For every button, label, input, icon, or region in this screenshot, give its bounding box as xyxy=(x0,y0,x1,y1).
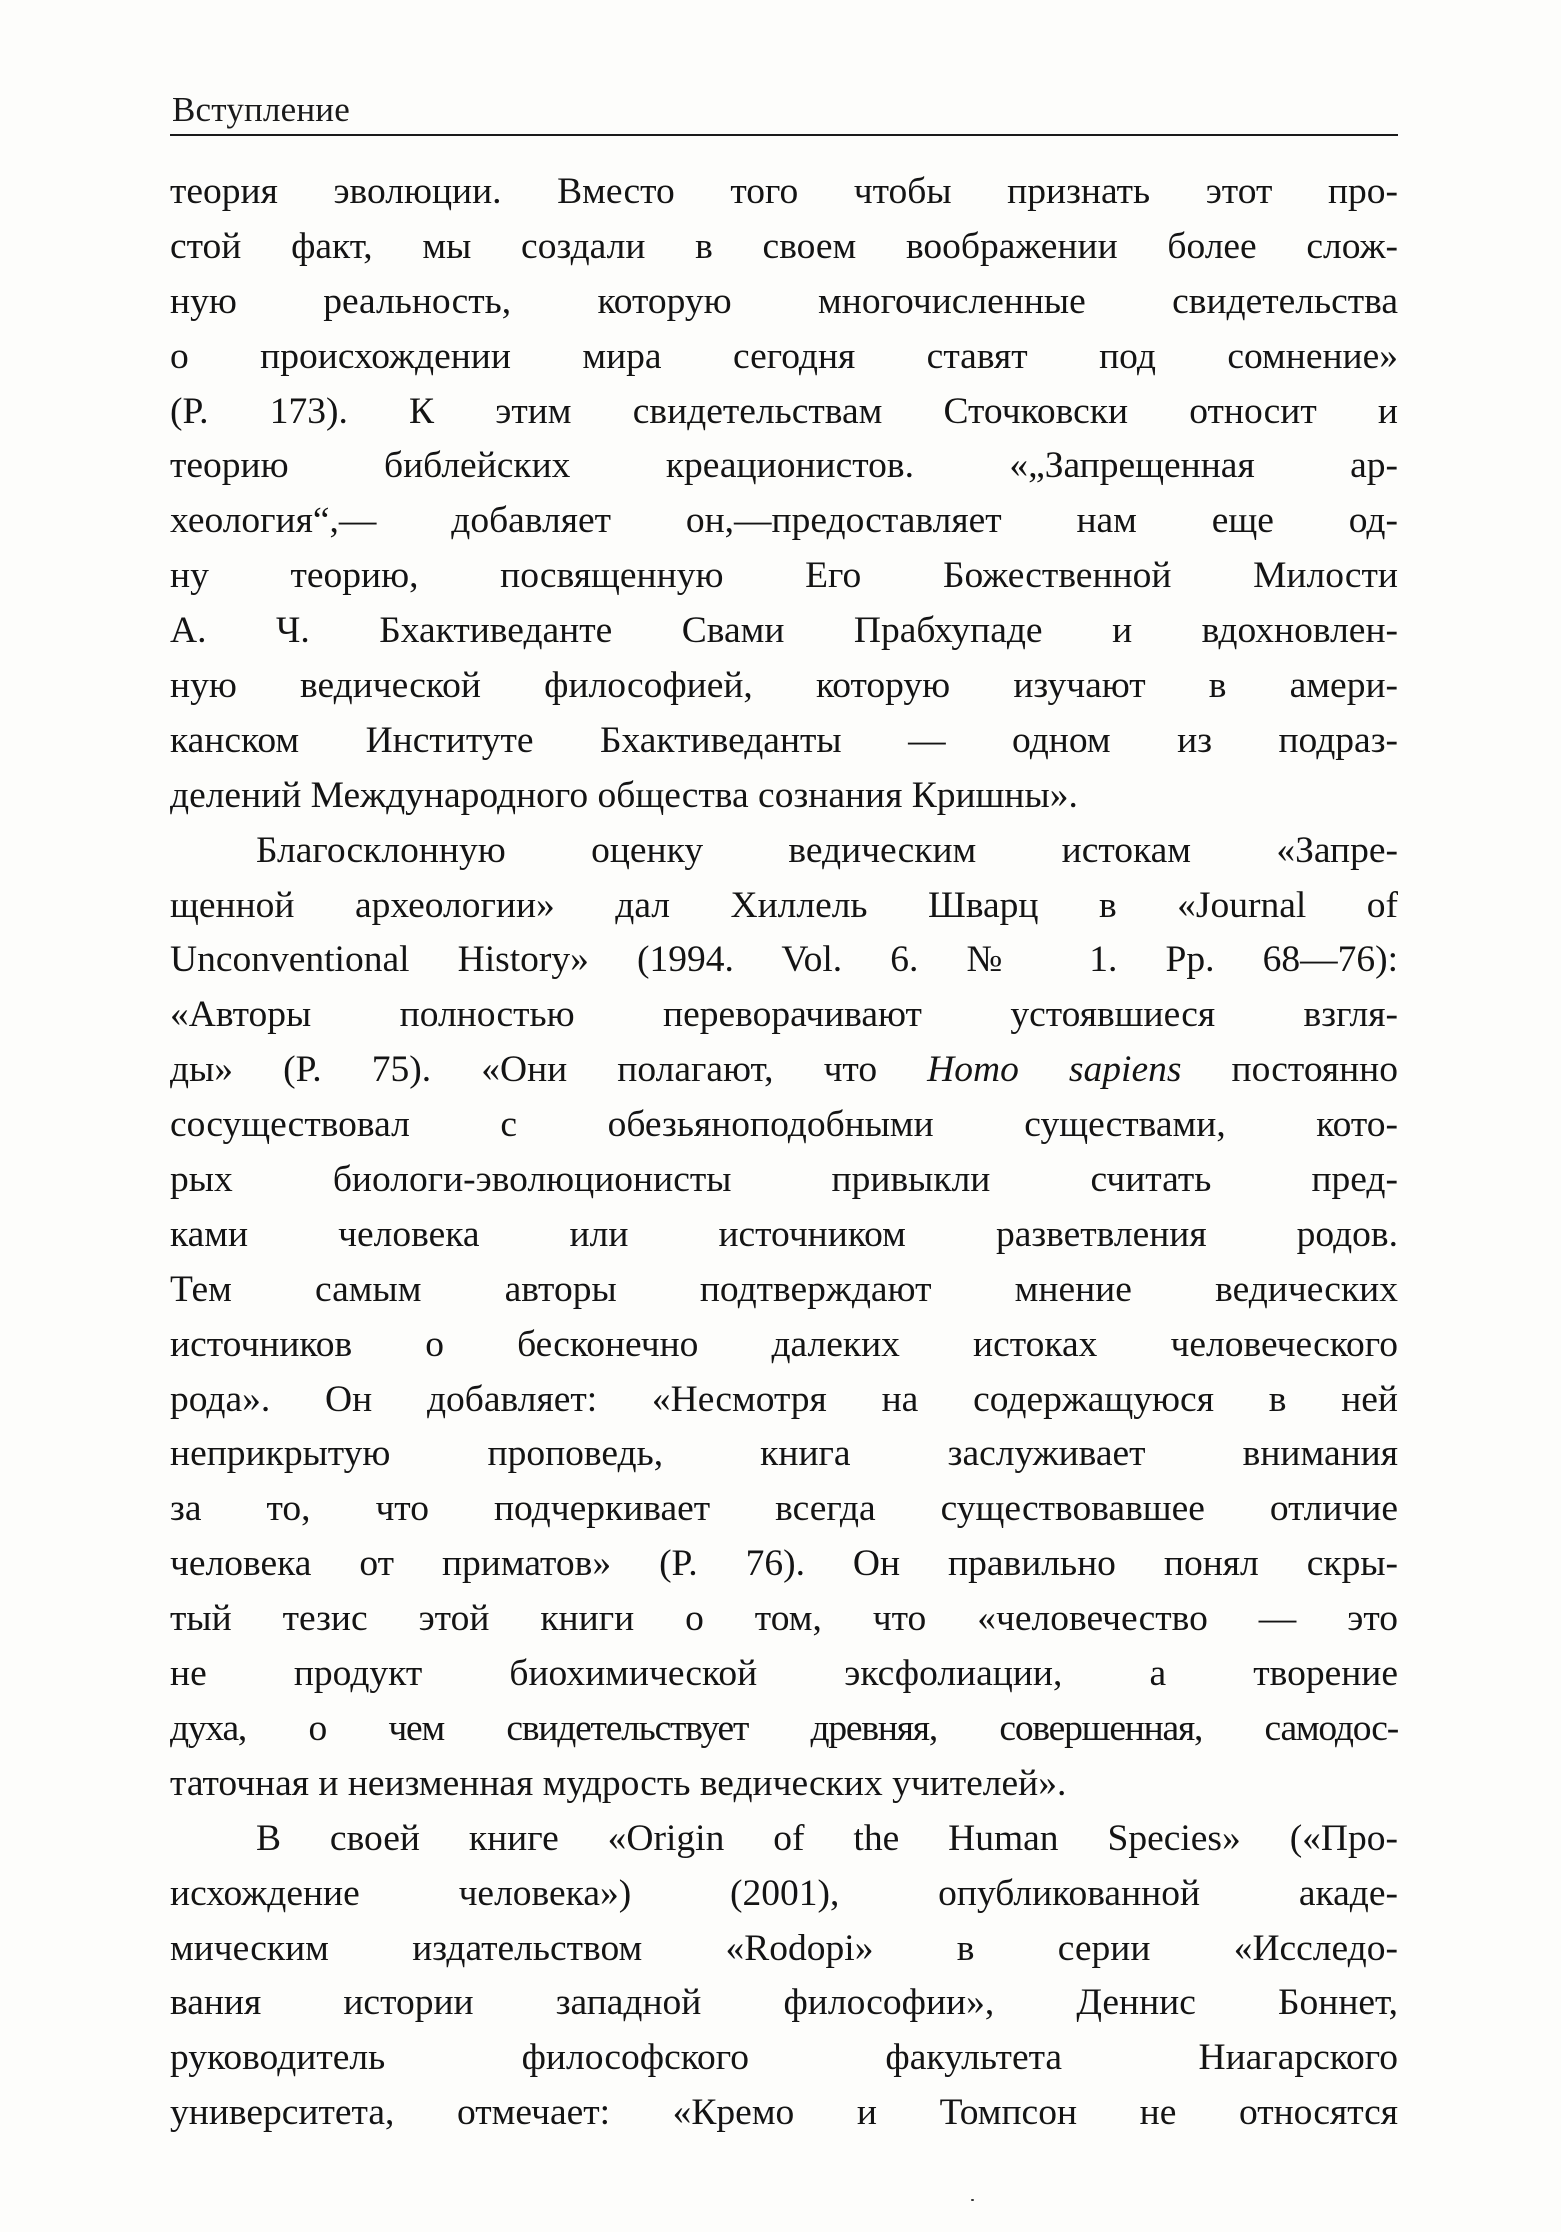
text-line: Тем самым авторы подтверждают мнение ведических xyxy=(170,1268,1398,1310)
text-line: мическим издательством «Rodopi» в серии «Исследо- xyxy=(170,1927,1398,1969)
text-line: ную реальность, которую многочисленные свидетельства xyxy=(170,280,1398,322)
text-line: делений Международного общества сознания Кришны». xyxy=(170,774,1078,816)
text-line: (P. 173). К этим свидетельствам Сточковски относит и xyxy=(170,390,1398,432)
running-header xyxy=(170,78,1398,136)
text-line: Благосклонную оценку ведическим истокам «Запре- xyxy=(256,829,1398,871)
text-line: теорию библейских креационистов. «„Запрещенная ар- xyxy=(170,445,1398,487)
text-line-with-italic xyxy=(170,1043,1398,1098)
text-line: ную ведической философией, которую изучают в амери- xyxy=(170,665,1398,707)
text-line: ками человека или источником разветвления родов. xyxy=(170,1213,1398,1255)
text-fragment: ды» (P. 75). «Они полагают, что xyxy=(170,1049,928,1091)
text-line: ну теорию, посвященную Его Божественной Милости xyxy=(170,555,1398,597)
text-line: за то, что подчеркивает всегда существовавшее отличие xyxy=(170,1488,1398,1530)
text-line: духа, о чем свидетельствует древняя, совершенная, самодос- xyxy=(170,1707,1398,1749)
text-line: щенной археологии» дал Хиллель Шварц в «Journal of xyxy=(170,884,1398,926)
text-line: университета, отмечает: «Кремо и Томпсон не относятся xyxy=(170,2092,1398,2134)
italic-term: Homo sapiens xyxy=(927,1049,1182,1091)
text-line: неприкрытую проповедь, книга заслуживает внимания xyxy=(170,1433,1398,1475)
text-line: А. Ч. Бхактиведанте Свами Прабхупаде и вдохновлен- xyxy=(170,610,1398,652)
text-line: не продукт биохимической эксфолиации, а творение xyxy=(170,1653,1398,1695)
text-fragment: постоянно xyxy=(1181,1049,1398,1091)
text-line: руководитель философского факультета Ниагарского xyxy=(170,2037,1398,2079)
text-line: рода». Он добавляет: «Несмотря на содержащуюся в ней xyxy=(170,1378,1398,1420)
text-line: канском Институте Бхактиведанты — одном из подраз- xyxy=(170,719,1398,761)
text-line: о происхождении мира сегодня ставят под сомнение» xyxy=(170,335,1398,377)
running-header-title: Вступление xyxy=(172,90,350,129)
text-line: рых биологи-эволюционисты привыкли считать пред- xyxy=(170,1159,1398,1201)
text-line: сосуществовал с обезьяноподобными существами, кото- xyxy=(170,1104,1398,1146)
text-line: хеология“,— добавляет он,—предоставляет нам еще од- xyxy=(170,500,1398,542)
text-line: стой факт, мы создали в своем воображении более слож- xyxy=(170,225,1398,267)
text-line: теория эволюции. Вместо того чтобы признать этот про- xyxy=(170,171,1398,212)
body-text xyxy=(170,165,1398,2141)
text-line: тый тезис этой книги о том, что «человечество — это xyxy=(170,1598,1398,1640)
text-line: человека от приматов» (P. 76). Он правильно понял скры- xyxy=(170,1543,1398,1585)
text-line: «Авторы полностью переворачивают устоявшиеся взгля- xyxy=(170,994,1398,1036)
print-speck xyxy=(971,2199,974,2201)
text-line: В своей книге «Origin of the Human Species» («Про- xyxy=(256,1817,1398,1859)
text-line: источников о бесконечно далеких истоках человеческого xyxy=(170,1323,1398,1365)
text-line: таточная и неизменная мудрость ведических учителей». xyxy=(170,1762,1067,1804)
text-line: вания истории западной философии», Деннис Боннет, xyxy=(170,1982,1398,2024)
text-line: исхождение человека») (2001), опубликованной акаде- xyxy=(170,1872,1398,1914)
text-line: Unconventional History» (1994. Vol. 6. № 1. Pp. 68—76): xyxy=(170,939,1398,981)
